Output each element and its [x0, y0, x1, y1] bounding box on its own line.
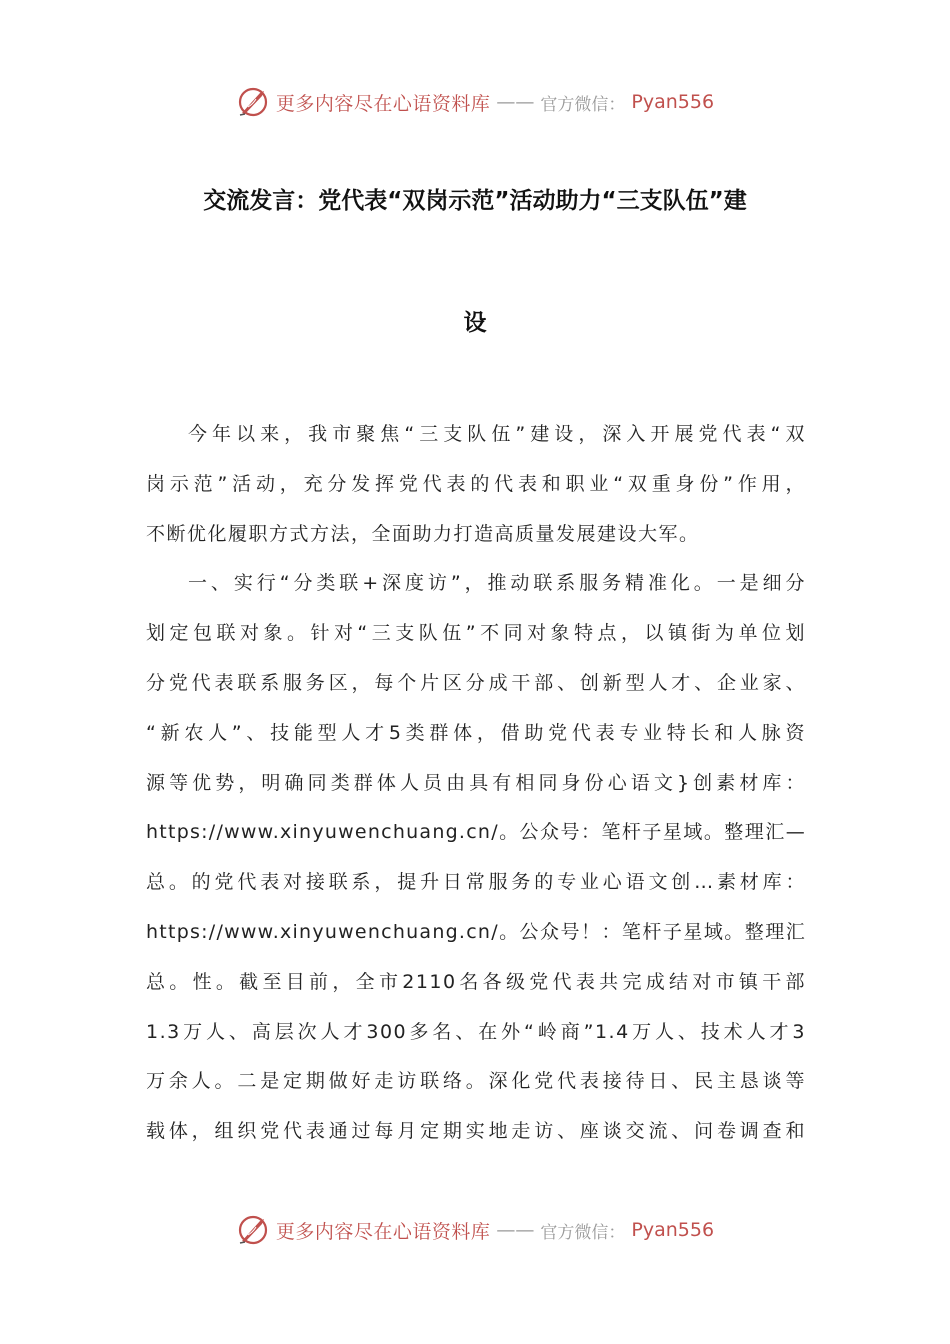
quill-pen-logo-icon	[236, 1213, 270, 1247]
body-line-url: https://www.xinyuwenchuang.cn/。公众号：笔杆子星域。整理汇—	[146, 821, 806, 844]
body-line: 分党代表联系服务区，每个片区分成干部、创新型人才、企业家、	[146, 671, 806, 694]
body-line: 载体，组织党代表通过每月定期实地走访、座谈交流、问卷调查和	[146, 1120, 806, 1143]
quill-pen-logo-icon	[236, 85, 270, 119]
banner-main-text: 更多内容尽在心语资料库	[275, 1220, 491, 1243]
banner-wechat-id: Pyan556	[631, 1219, 715, 1241]
banner-dash: ——	[496, 1219, 535, 1241]
banner-dash: ——	[496, 91, 535, 113]
body-line: 一、实行“分类联+深度访”，推动联系服务精准化。一是细分	[188, 572, 806, 595]
body-line: 岗示范”活动，充分发挥党代表的代表和职业“双重身份”作用，	[146, 472, 806, 495]
footer-watermark-banner	[0, 1210, 950, 1250]
body-line: 万余人。二是定期做好走访联络。深化党代表接待日、民主恳谈等	[146, 1070, 806, 1093]
body-line: 划定包联对象。针对“三支队伍”不同对象特点，以镇街为单位划	[146, 622, 806, 645]
body-line: 今年以来，我市聚焦“三支队伍”建设，深入开展党代表“双	[188, 423, 806, 445]
body-line-url: https://www.xinyuwenchuang.cn/。公众号！：笔杆子星域。整理汇	[146, 920, 806, 943]
body-line: 不断优化履职方式方法，全面助力打造高质量发展建设大军。	[146, 522, 700, 545]
document-body	[146, 417, 806, 1164]
banner-wechat-label: 官方微信：	[540, 94, 626, 115]
banner-main-text: 更多内容尽在心语资料库	[275, 92, 491, 115]
document-title-line-2: 设	[463, 310, 487, 336]
banner-wechat-id: Pyan556	[631, 91, 715, 113]
header-watermark-banner	[0, 82, 950, 122]
document-title-line-1: 交流发言：党代表“双岗示范”活动助力“三支队伍”建	[203, 188, 747, 214]
body-line: “新农人”、技能型人才5类群体，借助党代表专业特长和人脉资	[146, 721, 806, 744]
body-line: 1.3万人、高层次人才300多名、在外“岭商”1.4万人、技术人才3	[146, 1020, 806, 1043]
body-line: 总。性。截至目前，全市2110名各级党代表共完成结对市镇干部	[146, 970, 806, 993]
banner-wechat-label: 官方微信：	[540, 1222, 626, 1243]
body-line: 总。的党代表对接联系，提升日常服务的专业心语文创…素材库：	[146, 871, 806, 894]
body-line: 源等优势，明确同类群体人员由具有相同身份心语文}创素材库：	[146, 771, 806, 794]
